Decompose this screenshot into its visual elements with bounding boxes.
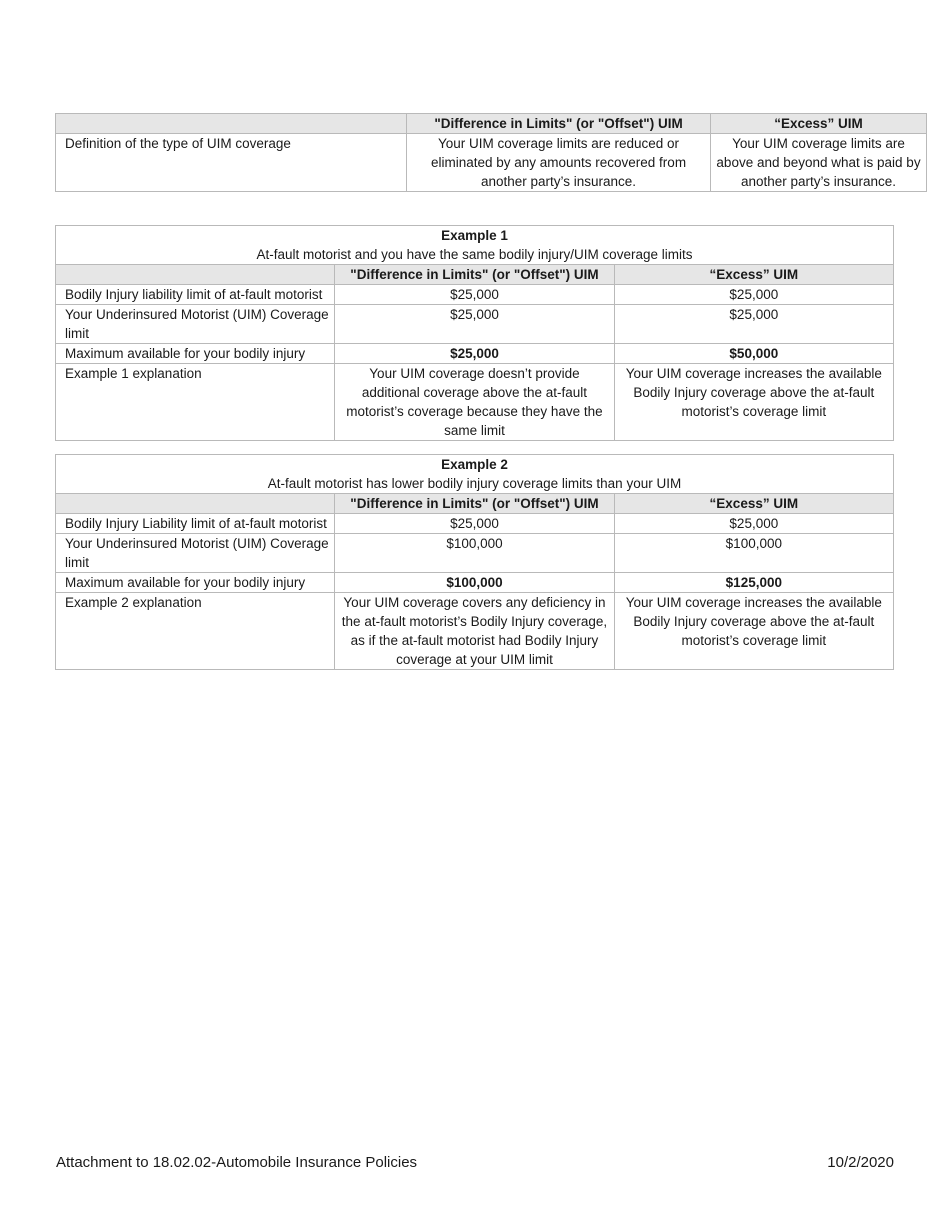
footer-attachment-title: Attachment to 18.02.02-Automobile Insurance Policies	[56, 1154, 418, 1171]
excess-cell: $125,000	[614, 573, 893, 593]
example-title-row	[56, 455, 894, 494]
row-label: Your Underinsured Motorist (UIM) Coverage limit	[56, 305, 335, 344]
offset-cell: $100,000	[335, 534, 614, 573]
example-title: Example 1	[441, 228, 508, 243]
excess-cell: Your UIM coverage limits are above and beyond what is paid by another party’s insurance.	[711, 134, 927, 192]
header-row	[56, 265, 894, 285]
header-offset-uim: "Difference in Limits" (or "Offset") UIM	[335, 494, 614, 514]
example1-table	[55, 225, 894, 441]
example-title-row	[56, 226, 894, 265]
offset-cell: $25,000	[335, 344, 614, 364]
example-title: Example 2	[441, 457, 508, 472]
example-subtitle: At-fault motorist has lower bodily injury coverage limits than your UIM	[267, 476, 682, 491]
offset-cell: Your UIM coverage covers any deficiency in the at-fault motorist’s Bodily Injury coverage, as if the at-fault motorist had Bodily Injury coverage at your UIM limit	[335, 593, 614, 670]
excess-cell: $100,000	[614, 534, 893, 573]
header-excess-uim: “Excess” UIM	[711, 114, 927, 134]
excess-cell: Your UIM coverage increases the available Bodily Injury coverage above the at-fault motorist’s coverage limit	[614, 364, 893, 441]
header-row	[56, 494, 894, 514]
offset-cell: $25,000	[335, 514, 614, 534]
row-label: Example 2 explanation	[56, 593, 335, 670]
table-row	[56, 514, 894, 534]
row-label: Maximum available for your bodily injury	[56, 573, 335, 593]
table-row	[56, 593, 894, 670]
excess-cell: $25,000	[614, 305, 893, 344]
table-row	[56, 134, 927, 192]
offset-cell: Your UIM coverage limits are reduced or eliminated by any amounts recovered from another party’s insurance.	[407, 134, 711, 192]
example-title-cell	[56, 455, 894, 494]
excess-cell: $25,000	[614, 514, 893, 534]
offset-cell: Your UIM coverage doesn’t provide additional coverage above the at-fault motorist’s coverage because they have the same limit	[335, 364, 614, 441]
row-label: Bodily Injury Liability limit of at-fault motorist	[56, 514, 335, 534]
header-offset-uim: "Difference in Limits" (or "Offset") UIM	[335, 265, 614, 285]
row-label: Example 1 explanation	[56, 364, 335, 441]
header-row	[56, 114, 927, 134]
example2-table	[55, 454, 894, 670]
excess-cell: Your UIM coverage increases the available Bodily Injury coverage above the at-fault motorist’s coverage limit	[614, 593, 893, 670]
offset-cell: $25,000	[335, 305, 614, 344]
row-label: Your Underinsured Motorist (UIM) Coverage limit	[56, 534, 335, 573]
row-label: Maximum available for your bodily injury	[56, 344, 335, 364]
offset-cell: $100,000	[335, 573, 614, 593]
header-empty-cell	[56, 494, 335, 514]
header-offset-uim: "Difference in Limits" (or "Offset") UIM	[407, 114, 711, 134]
example-subtitle: At-fault motorist and you have the same bodily injury/UIM coverage limits	[256, 247, 693, 262]
footer-date: 10/2/2020	[827, 1154, 894, 1171]
row-label: Definition of the type of UIM coverage	[56, 134, 407, 192]
table-row	[56, 305, 894, 344]
table-row	[56, 534, 894, 573]
header-empty-cell	[56, 114, 407, 134]
table-row	[56, 364, 894, 441]
example-title-cell	[56, 226, 894, 265]
definition-table	[55, 113, 927, 192]
row-label: Bodily Injury liability limit of at-fault motorist	[56, 285, 335, 305]
header-empty-cell	[56, 265, 335, 285]
header-excess-uim: “Excess” UIM	[614, 265, 893, 285]
table-row	[56, 573, 894, 593]
offset-cell: $25,000	[335, 285, 614, 305]
table-row	[56, 285, 894, 305]
excess-cell: $50,000	[614, 344, 893, 364]
excess-cell: $25,000	[614, 285, 893, 305]
header-excess-uim: “Excess” UIM	[614, 494, 893, 514]
table-row	[56, 344, 894, 364]
